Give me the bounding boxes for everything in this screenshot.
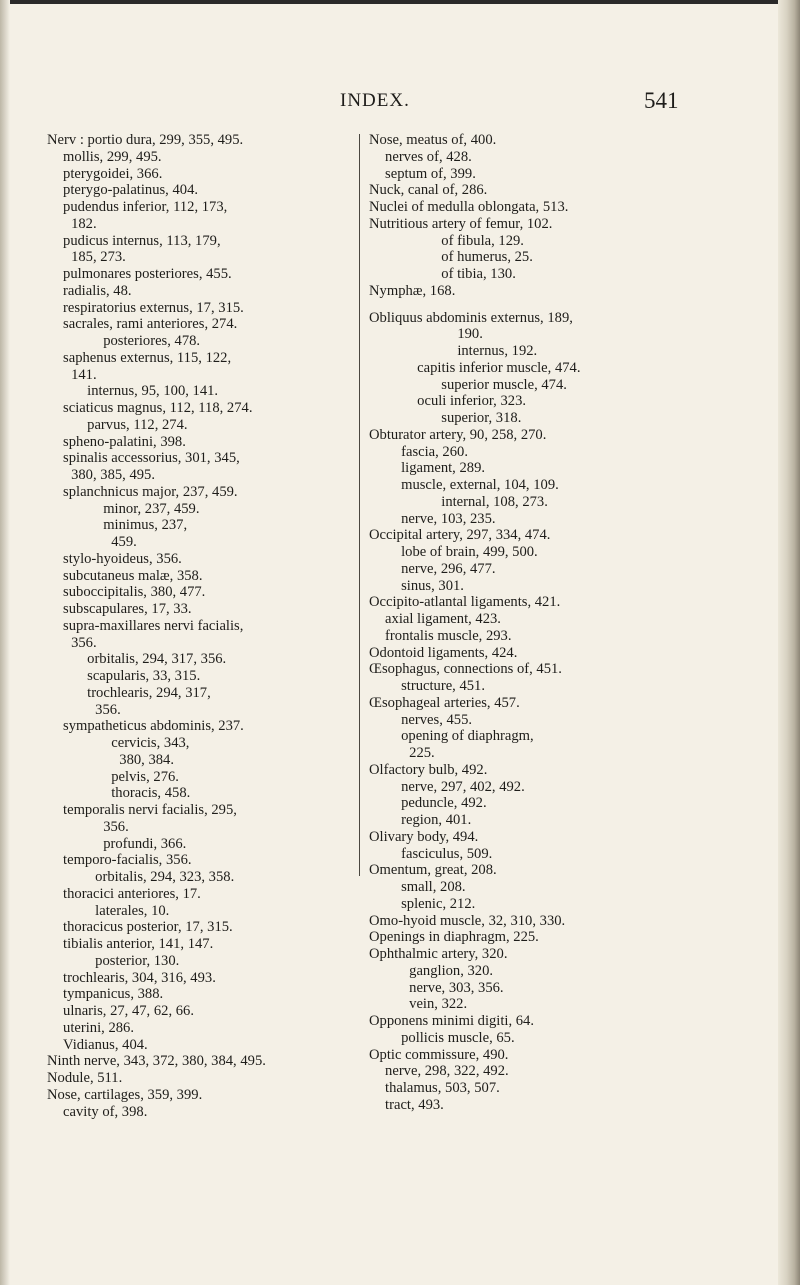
index-entry: Olfactory bulb, 492.: [369, 761, 488, 778]
index-entry: Nodule, 511.: [47, 1070, 123, 1086]
index-subentry: temporalis nervi facialis, 295,: [63, 802, 237, 818]
index-subentry: 459.: [111, 534, 137, 550]
index-subentry: cervicis, 343,: [111, 735, 190, 751]
index-subentry: of tibia, 130.: [441, 266, 516, 282]
index-subentry: nerves, 455.: [401, 711, 473, 728]
index-subentry: 185, 273.: [71, 249, 126, 266]
index-subentry: orbitalis, 294, 317, 356.: [87, 651, 227, 668]
index-subentry: 356.: [95, 701, 121, 718]
index-subentry: fascia, 260.: [401, 443, 468, 460]
index-entry: Nose, cartilages, 359, 399.: [47, 1086, 203, 1103]
index-subentry: mollis, 299, 495.: [63, 148, 162, 165]
page-left-shadow: [0, 0, 10, 1285]
index-subentry: trochlearis, 294, 317,: [87, 684, 211, 701]
index-subentry: pterygoidei, 366.: [63, 165, 163, 182]
index-subentry: subcutaneus malæ, 358.: [63, 567, 203, 584]
index-subentry: oculi inferior, 323.: [417, 393, 527, 410]
index-subentry: internus, 192.: [457, 343, 538, 359]
index-entry: Ninth nerve, 343, 372, 380, 384, 495.: [47, 1053, 266, 1070]
index-subentry: septum of, 399.: [385, 165, 476, 182]
index-subentry: subscapulares, 17, 33.: [63, 601, 192, 617]
index-subentry: 182.: [71, 215, 97, 232]
index-subentry: trochlearis, 304, 316, 493.: [63, 969, 216, 986]
index-subentry: posteriores, 478.: [103, 333, 201, 349]
index-subentry: sinus, 301.: [401, 577, 464, 594]
index-subentry: superior, 318.: [441, 410, 522, 426]
index-entry: Nerv : portio dura, 299, 355, 495.: [47, 132, 244, 148]
index-entry: Omo-hyoid muscle, 32, 310, 330.: [369, 912, 566, 929]
index-subentry: radialis, 48.: [63, 282, 132, 299]
index-subentry: 190.: [457, 326, 483, 343]
index-subentry: orbitalis, 294, 323, 358.: [95, 869, 235, 885]
index-subentry: spheno-palatini, 398.: [63, 433, 186, 450]
page-number: 541: [644, 88, 679, 113]
index-subentry: muscle, external, 104, 109.: [401, 477, 559, 493]
index-subentry: 380, 385, 495.: [71, 467, 155, 483]
index-entry: Occipital artery, 297, 334, 474.: [369, 527, 551, 544]
index-entry: Opponens minimi digiti, 64.: [369, 1013, 534, 1029]
page-top-edge: [0, 0, 800, 4]
index-subentry: lobe of brain, 499, 500.: [401, 544, 538, 560]
index-subentry: thoracici anteriores, 17.: [63, 885, 201, 902]
page-title: INDEX.: [340, 90, 410, 111]
index-subentry: sympatheticus abdominis, 237.: [63, 718, 244, 735]
index-subentry: nerve, 303, 356.: [409, 979, 504, 996]
index-entry: Obliquus abdominis externus, 189,: [369, 309, 573, 326]
index-subentry: small, 208.: [401, 879, 466, 895]
index-entry: Omentum, great, 208.: [369, 862, 497, 879]
index-entry: Obturator artery, 90, 258, 270.: [369, 426, 547, 443]
index-entry: Œsophagus, connections of, 451.: [369, 661, 562, 678]
index-entry: Occipito-atlantal ligaments, 421.: [369, 594, 561, 611]
page-right-edge: [778, 0, 800, 1285]
index-subentry: pudendus inferior, 112, 173,: [63, 199, 228, 215]
index-subentry: internus, 95, 100, 141.: [87, 383, 219, 400]
index-subentry: fasciculus, 509.: [401, 845, 493, 862]
index-subentry: minor, 237, 459.: [103, 500, 200, 517]
index-entry: Œsophageal arteries, 457.: [369, 694, 520, 711]
entry-gap: [369, 300, 779, 310]
index-subentry: thoracicus posterior, 17, 315.: [63, 919, 233, 936]
index-subentry: respiratorius externus, 17, 315.: [63, 299, 244, 316]
index-subentry: structure, 451.: [401, 678, 486, 694]
index-subentry: parvus, 112, 274.: [87, 416, 188, 433]
index-subentry: tract, 493.: [385, 1096, 444, 1113]
index-column-left: [47, 132, 353, 1120]
index-subentry: 225.: [409, 745, 435, 761]
index-subentry: minimus, 237,: [103, 517, 188, 534]
index-subentry: temporo-facialis, 356.: [63, 852, 192, 869]
index-subentry: opening of diaphragm,: [401, 728, 534, 745]
index-subentry: pollicis muscle, 65.: [401, 1029, 515, 1046]
index-subentry: supra-maxillares nervi facialis,: [63, 617, 244, 634]
index-subentry: capitis inferior muscle, 474.: [417, 359, 581, 376]
index-subentry: 356.: [103, 818, 129, 835]
index-subentry: tympanicus, 388.: [63, 986, 164, 1003]
index-subentry: nerve, 103, 235.: [401, 510, 496, 527]
index-subentry: pudicus internus, 113, 179,: [63, 232, 221, 249]
column-divider: [359, 134, 360, 876]
page-header: [0, 88, 780, 118]
index-subentry: saphenus externus, 115, 122,: [63, 349, 232, 366]
index-subentry: nerve, 297, 402, 492.: [401, 778, 525, 795]
index-subentry: spinalis accessorius, 301, 345,: [63, 450, 240, 467]
index-subentry: nerves of, 428.: [385, 148, 472, 165]
index-entry: Openings in diaphragm, 225.: [369, 929, 539, 946]
index-subentry: peduncle, 492.: [401, 795, 487, 812]
index-subentry: tibialis anterior, 141, 147.: [63, 936, 214, 952]
index-subentry: splanchnicus major, 237, 459.: [63, 483, 238, 500]
index-subentry: thalamus, 503, 507.: [385, 1080, 500, 1096]
index-subentry: 141.: [71, 366, 97, 383]
index-entry: Ophthalmic artery, 320.: [369, 946, 508, 962]
index-subentry: pelvis, 276.: [111, 768, 179, 785]
index-subentry: axial ligament, 423.: [385, 611, 501, 627]
index-entry: Odontoid ligaments, 424.: [369, 644, 518, 661]
index-subentry: superior muscle, 474.: [441, 376, 567, 393]
index-entry: Nuclei of medulla oblongata, 513.: [369, 199, 569, 215]
index-subentry: region, 401.: [401, 812, 472, 828]
index-subentry: internal, 108, 273.: [441, 493, 548, 510]
index-subentry: stylo-hyoideus, 356.: [63, 550, 182, 567]
index-subentry: suboccipitalis, 380, 477.: [63, 584, 206, 601]
index-column-right: [369, 132, 779, 1114]
index-entry: Nuck, canal of, 286.: [369, 182, 488, 199]
index-entry: Nose, meatus of, 400.: [369, 132, 497, 148]
index-entry: Nymphæ, 168.: [369, 282, 456, 299]
index-subentry: nerve, 296, 477.: [401, 560, 496, 577]
index-subentry: sciaticus magnus, 112, 118, 274.: [63, 400, 253, 416]
index-subentry: laterales, 10.: [95, 902, 170, 919]
index-subentry: uterini, 286.: [63, 1019, 134, 1036]
index-subentry: pulmonares posteriores, 455.: [63, 266, 232, 282]
index-subentry: Vidianus, 404.: [63, 1036, 148, 1053]
index-subentry: profundi, 366.: [103, 835, 187, 852]
index-subentry: ligament, 289.: [401, 460, 486, 477]
index-subentry: of fibula, 129.: [441, 232, 524, 249]
index-subentry: ganglion, 320.: [409, 962, 494, 979]
index-subentry: nerve, 298, 322, 492.: [385, 1063, 509, 1080]
index-subentry: thoracis, 458.: [111, 785, 191, 802]
index-subentry: 380, 384.: [119, 751, 174, 768]
index-subentry: splenic, 212.: [401, 895, 476, 912]
index-entry: Olivary body, 494.: [369, 828, 479, 845]
index-subentry: cavity of, 398.: [63, 1103, 148, 1120]
index-subentry: ulnaris, 27, 47, 62, 66.: [63, 1003, 194, 1019]
index-entry: Nutritious artery of femur, 102.: [369, 215, 553, 232]
index-subentry: of humerus, 25.: [441, 249, 533, 266]
index-subentry: posterior, 130.: [95, 952, 180, 969]
index-subentry: frontalis muscle, 293.: [385, 627, 512, 644]
index-subentry: vein, 322.: [409, 996, 468, 1013]
index-subentry: scapularis, 33, 315.: [87, 668, 201, 684]
index-subentry: 356.: [71, 634, 97, 651]
index-subentry: sacrales, rami anteriores, 274.: [63, 316, 238, 333]
index-subentry: pterygo-palatinus, 404.: [63, 182, 199, 199]
index-entry: Optic commissure, 490.: [369, 1046, 509, 1063]
